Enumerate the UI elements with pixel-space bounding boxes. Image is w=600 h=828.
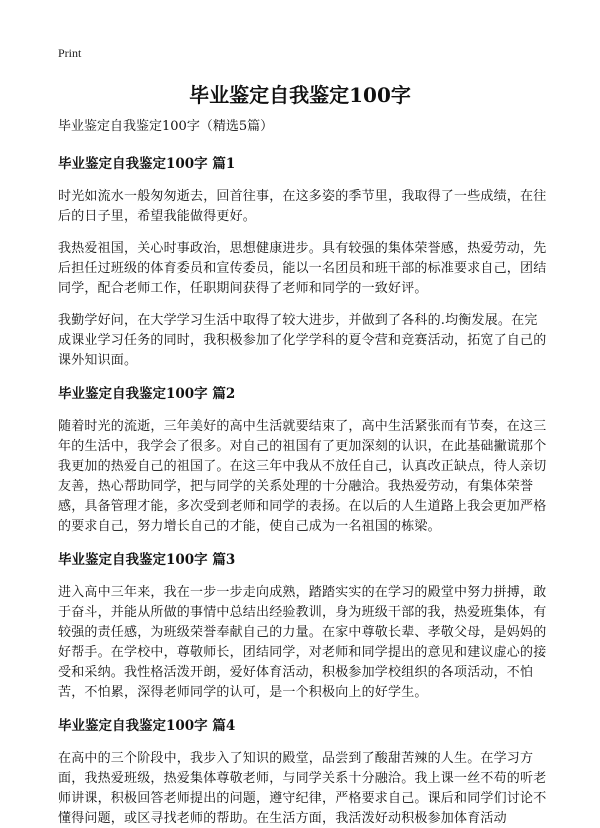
document-subtitle: 毕业鉴定自我鉴定100字（精选5篇）: [58, 119, 274, 134]
paragraph: 我勤学好问，在大学学习生活中取得了较大进步，并做到了各科的.均衡发展。在完成课业学习任务的同时，我积极参加了化学学科的夏令营和竞赛活动，拓宽了自己的课外知识面。: [58, 313, 547, 368]
print-link[interactable]: Print: [58, 46, 82, 60]
section-heading: 毕业鉴定自我鉴定100字 篇2: [58, 386, 236, 402]
section-heading: 毕业鉴定自我鉴定100字 篇1: [58, 156, 236, 172]
section-heading: 毕业鉴定自我鉴定100字 篇4: [58, 718, 236, 734]
paragraph: 时光如流水一般匆匆逝去，回首往事，在这多姿的季节里，我取得了一些成绩，在往后的日子里，希望我能做得更好。: [58, 189, 547, 224]
section-3: [58, 551, 548, 703]
document-body: [58, 118, 548, 828]
section-1: [58, 155, 548, 371]
paragraph: 在高中的三个阶段中，我步入了知识的殿堂，品尝到了酸甜苦辣的人生。在学习方面，我热爱班级，热爱集体尊敬老师，与同学关系十分融洽。我上课一丝不苟的听老师讲课，积极回答老师提出的问题，遵守纪律，严格要求自己。课后和同学们讨论不懂得问题，或区寻找老师的帮助。在生活方面，我活泼好动积极参加体育活动: [58, 751, 547, 826]
section-2: [58, 385, 548, 537]
paragraph: 进入高中三年来，我在一步一步走向成熟，踏踏实实的在学习的殿堂中努力拼搏，敢于奋斗，并能从所做的事情中总结出经验教训，身为班级干部的我，热爱班集体，有较强的责任感，为班级荣誉奉献自己的力量。在家中尊敬长辈、孝敬父母，是妈妈的好帮手。在学校中，尊敬师长，团结同学，对老师和同学提出的意见和建议虚心的接受和采纳。我性格活泼开朗，爱好体育活动，积极参加学校组织的各项活动，不怕苦，不怕累，深得老师同学的认可，是一个积极向上的好学生。: [58, 585, 547, 700]
paragraph: 我热爱祖国，关心时事政治，思想健康进步。具有较强的集体荣誉感，热爱劳动，先后担任过班级的体育委员和宣传委员，能以一名团员和班干部的标准要求自己，团结同学，配合老师工作，任职期间获得了老师和同学的一致好评。: [58, 241, 547, 296]
section-heading: 毕业鉴定自我鉴定100字 篇3: [58, 552, 236, 568]
paragraph: 随着时光的流逝，三年美好的高中生活就要结束了，高中生活紧张而有节奏，在这三年的生活中，我学会了很多。对自己的祖国有了更加深刻的认识，在此基础撇谎那个我更加的热爱自己的祖国了。在这三年中我从不放任自己，认真改正缺点，待人亲切友善，热心帮助同学，把与同学的关系处理的十分融洽。我热爱劳动，有集体荣誉感，具备管理才能，多次受到老师和同学的表扬。在以后的人生道路上我会更加严格的要求自己，努力增长自己的才能，使自己成为一名祖国的栋梁。: [58, 419, 547, 534]
section-4: [58, 717, 548, 828]
document-title: 毕业鉴定自我鉴定100字: [189, 83, 411, 107]
